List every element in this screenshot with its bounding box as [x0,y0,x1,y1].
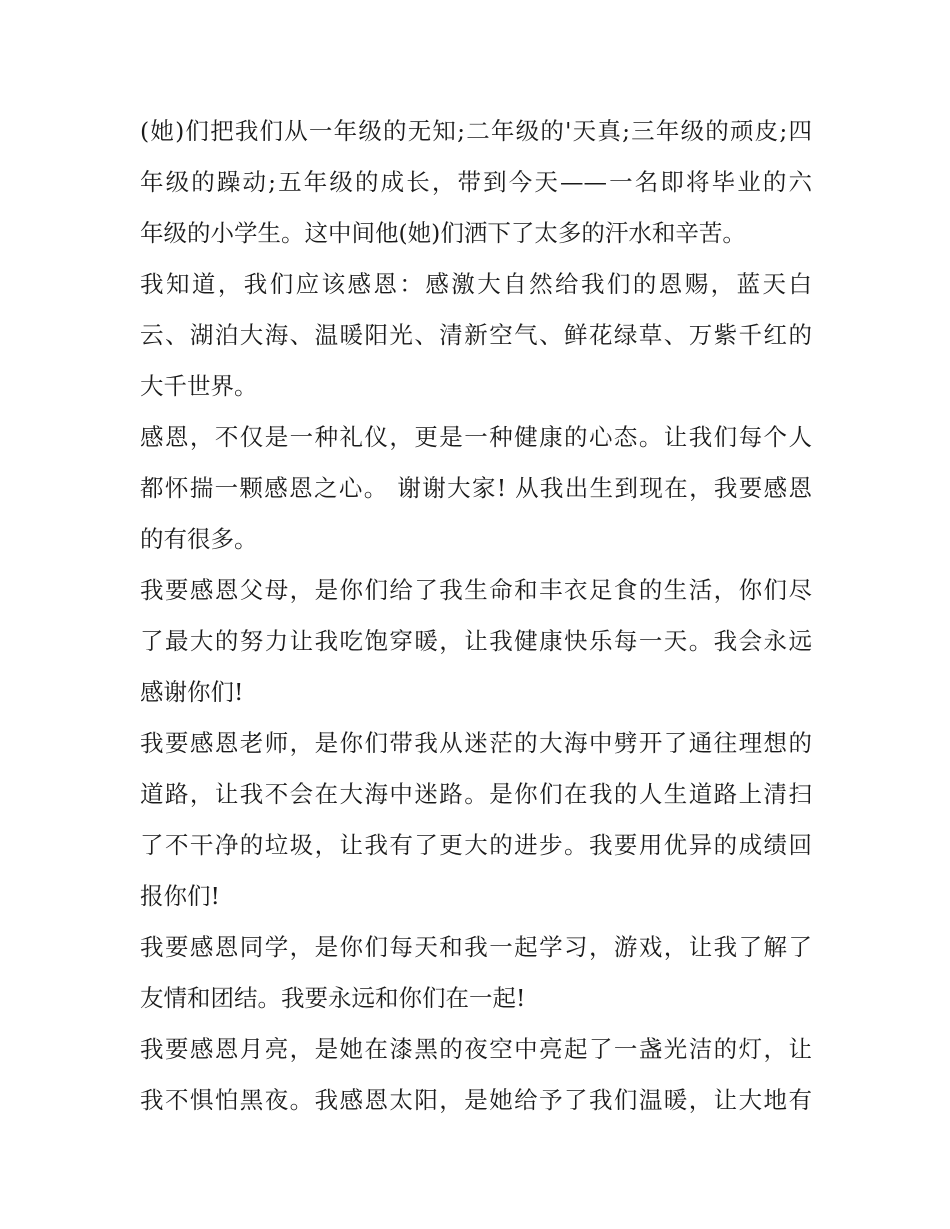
text-line: 了不干净的垃圾，让我有了更大的进步。我要用优异的成绩回 [140,831,812,859]
text-line: 我知道，我们应该感恩：感激大自然给我们的恩赐，蓝天白 [140,270,812,298]
text-line: 报你们! [140,882,220,910]
text-line: 年级的小学生。这中间他(她)们洒下了太多的汗水和辛苦。 [140,219,746,247]
text-line: (她)们把我们从一年级的无知;二年级的'天真;三年级的顽皮;四 [140,117,812,145]
text-line: 我要感恩老师，是你们带我从迷茫的大海中劈开了通往理想的 [140,729,812,757]
text-line: 道路，让我不会在大海中迷路。是你们在我的人生道路上清扫 [140,780,812,808]
text-line: 了最大的努力让我吃饱穿暖，让我健康快乐每一天。我会永远 [140,627,812,655]
text-line: 友情和团结。我要永远和你们在一起! [140,984,526,1012]
text-line: 感恩，不仅是一种礼仪，更是一种健康的心态。让我们每个人 [140,423,812,451]
text-line: 年级的躁动;五年级的成长，带到今天——一名即将毕业的六 [140,168,812,196]
text-line: 我要感恩月亮，是她在漆黑的夜空中亮起了一盏光洁的灯，让 [140,1035,812,1063]
text-line: 的有很多。 [140,525,258,553]
text-line: 我不惧怕黑夜。我感恩太阳，是她给予了我们温暖，让大地有 [140,1086,812,1114]
text-line: 我要感恩父母，是你们给了我生命和丰衣足食的生活，你们尽 [140,576,812,604]
text-line: 我要感恩同学，是你们每天和我一起学习，游戏，让我了解了 [140,933,812,961]
text-line: 大千世界。 [140,372,258,400]
text-line: 都怀揣一颗感恩之心。 谢谢大家! 从我出生到现在，我要感恩 [140,474,812,502]
document-body [140,106,812,1126]
text-line: 感谢你们! [140,678,244,706]
text-line: 云、湖泊大海、温暖阳光、清新空气、鲜花绿草、万紫千红的 [140,321,812,349]
